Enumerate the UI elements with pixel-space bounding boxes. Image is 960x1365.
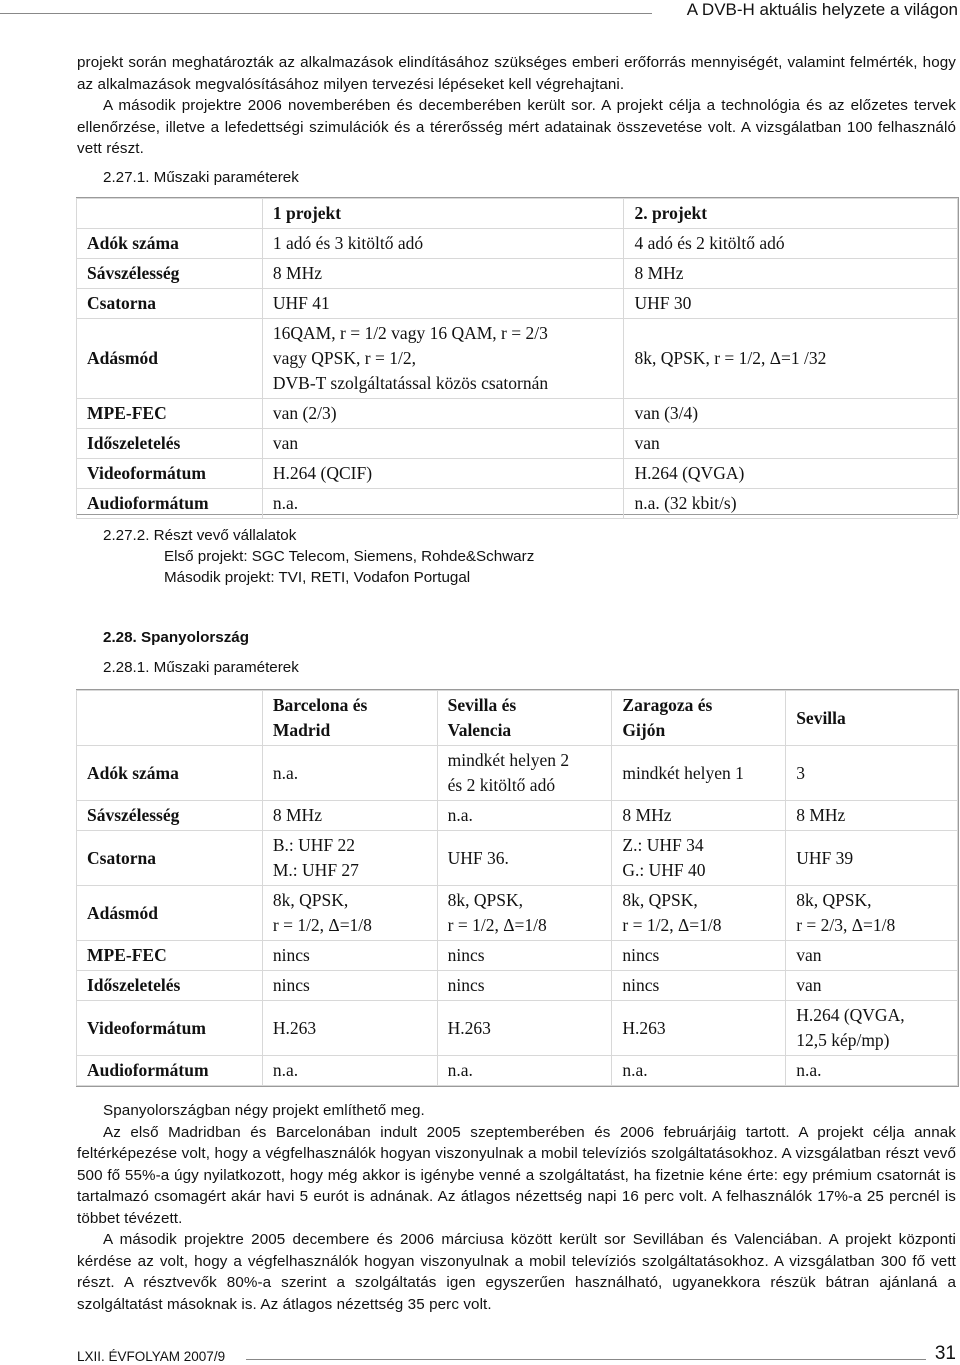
- cell-line: n.a.: [272, 1060, 299, 1080]
- cell-line: Sevilla és: [447, 695, 517, 715]
- participants-line: Második projekt: TVI, RETI, Vodafon Portugal: [164, 569, 471, 586]
- row-label: Csatorna: [77, 289, 263, 319]
- row-label: MPE-FEC: [77, 399, 263, 429]
- table-row: [77, 489, 958, 519]
- table-cell: H.264 (QVGA): [624, 459, 958, 489]
- row-label: Sávszélesség: [77, 801, 263, 831]
- table-row: [77, 1001, 958, 1056]
- cell-line: H.263: [447, 1017, 491, 1038]
- intro-text: [77, 52, 956, 160]
- table-row: [77, 886, 958, 941]
- table-cell: [437, 831, 612, 886]
- row-label: Csatorna: [77, 831, 263, 886]
- cell-line: n.a.: [796, 1060, 822, 1080]
- cell-line: Zaragoza és: [622, 695, 713, 715]
- paragraph: projekt során meghatározták az alkalmazások elindításához szükséges emberi erőforrás mennyiségét, valamint felmérték, hogy az alkalmazások megvalósításához milyen tervezési lépéseket kell végrehajtani.: [77, 54, 956, 93]
- table-cell: [262, 1056, 437, 1086]
- row-label: Adók száma: [77, 229, 263, 259]
- row-label: Videoformátum: [77, 1001, 263, 1056]
- table-row: [77, 289, 958, 319]
- cell-line: 8k, QPSK,: [796, 890, 872, 910]
- cell-line: Sevilla: [796, 707, 846, 728]
- footer-rule: [246, 1359, 926, 1360]
- table-row: [77, 831, 958, 886]
- table-cell: [786, 1056, 958, 1086]
- table-cell: [612, 886, 786, 941]
- paragraph: Az első Madridban és Barcelonában indult 2005 szeptemberében és 2006 februárjáig tartott. A projekt célja annak feltérképezése volt, hogy a végfelhasználók hogyan viszonyulnak a mobil televíziós szolgáltatásokhoz. A vizsgálatban részt vevő 500 fő 55%-a úgy nyilatkozott, hogy még akkor is igénybe venné a szolgáltatást, ha fizetnie kéne érte: egy prémium csatornát is tartalmazó csomagért akár havi 5 eurót is adnának. Az átlagos nézettség napi 16 perc volt. A felhasználók 17%-a 25 percnél is többet tévézett.: [77, 1123, 956, 1227]
- table-cell: [437, 886, 612, 941]
- table-cell: [437, 1056, 612, 1086]
- table-cell: n.a. (32 kbit/s): [624, 489, 958, 519]
- table-header-cell: [77, 199, 263, 229]
- cell-line: mindkét helyen 1: [622, 762, 744, 783]
- cell-line: UHF 39: [796, 847, 854, 868]
- paragraph: A második projektre 2006 novemberében és decemberében került sor. A projekt célja a technológia és az előzetes tervek ellenőrzése, illetve a lefedettségi szimulációk és a térerősség mért adatainak összevetése volt. A vizsgálatban 100 felhasználó vett részt.: [77, 97, 956, 157]
- cell-line: nincs: [447, 945, 485, 965]
- row-label: Videoformátum: [77, 459, 263, 489]
- cell-line: M.: UHF 27: [272, 860, 359, 880]
- table-header-cell: [437, 691, 612, 746]
- cell-line: 8 MHz: [796, 805, 846, 825]
- cell-line: H.263: [272, 1017, 317, 1038]
- row-label: Adók száma: [77, 746, 263, 801]
- table-row: [77, 319, 958, 399]
- table-cell: [786, 831, 958, 886]
- row-label: Adásmód: [77, 886, 263, 941]
- cell-line: van: [796, 945, 822, 965]
- cell-line: van: [796, 975, 822, 995]
- section-heading: 2.28.1. Műszaki paraméterek: [103, 659, 299, 676]
- cell-line: DVB-T szolgáltatással közös csatornán: [272, 373, 549, 393]
- cell-line: B.: UHF 22: [272, 835, 356, 855]
- cell-line: G.: UHF 40: [622, 860, 706, 880]
- closing-text: [77, 1100, 956, 1315]
- cell-line: Barcelona és: [272, 695, 368, 715]
- footer-volume: LXII. ÉVFOLYAM 2007/9: [77, 1349, 226, 1364]
- cell-line: n.a.: [447, 1060, 473, 1080]
- paragraph: Spanyolországban négy projekt említhető meg.: [103, 1102, 425, 1119]
- table-cell: [612, 1001, 786, 1056]
- table-cell: [612, 941, 786, 971]
- cell-line: 8 MHz: [622, 805, 672, 825]
- table-row: [77, 399, 958, 429]
- row-label: Audioformátum: [77, 1056, 263, 1086]
- cell-line: és 2 kitöltő adó: [447, 775, 556, 795]
- cell-line: vagy QPSK, r = 1/2,: [272, 348, 416, 368]
- table-cell: [786, 941, 958, 971]
- cell-line: Madrid: [272, 720, 331, 740]
- table-cell: [437, 746, 612, 801]
- table-cell: van (3/4): [624, 399, 958, 429]
- table-cell: [437, 941, 612, 971]
- cell-line: 12,5 kép/mp): [796, 1030, 890, 1050]
- table-header-cell: 1 projekt: [262, 199, 624, 229]
- cell-line: nincs: [622, 945, 660, 965]
- cell-line: nincs: [272, 975, 310, 995]
- table-row: [77, 746, 958, 801]
- table-cell: [786, 746, 958, 801]
- cell-line: Gijón: [622, 720, 666, 740]
- table-cell: 8 MHz: [262, 259, 624, 289]
- table-header-row: [77, 691, 958, 746]
- table-row: [77, 459, 958, 489]
- cell-line: r = 2/3, Δ=1/8: [796, 915, 896, 935]
- section-heading: 2.27.2. Részt vevő vállalatok: [103, 527, 297, 544]
- table-header-cell: [786, 691, 958, 746]
- section-heading: 2.27.1. Műszaki paraméterek: [103, 169, 299, 186]
- table-cell: [612, 1056, 786, 1086]
- table-cell: 1 adó és 3 kitöltő adó: [262, 229, 624, 259]
- cell-line: 8k, QPSK,: [272, 890, 349, 910]
- table-row: [77, 801, 958, 831]
- row-label: Sávszélesség: [77, 259, 263, 289]
- table-cell: UHF 30: [624, 289, 958, 319]
- cell-line: 3: [796, 762, 805, 783]
- table-header-cell: [77, 691, 263, 746]
- table-row: [77, 259, 958, 289]
- table-cell: H.264 (QCIF): [262, 459, 624, 489]
- table-cell: [612, 746, 786, 801]
- table-cell: [612, 831, 786, 886]
- table-cell: [262, 886, 437, 941]
- cell-line: nincs: [447, 975, 485, 995]
- cell-line: n.a.: [622, 1060, 648, 1080]
- table-cell: 8 MHz: [624, 259, 958, 289]
- table-header-cell: [612, 691, 786, 746]
- cell-line: nincs: [622, 975, 660, 995]
- cell-line: Z.: UHF 34: [622, 835, 704, 855]
- table-cell: [786, 886, 958, 941]
- table-row: [77, 429, 958, 459]
- table-cell: [262, 746, 437, 801]
- table-technical-params-spain: [76, 690, 958, 1086]
- participants-line: Első projekt: SGC Telecom, Siemens, Rohde&Schwarz: [164, 548, 535, 565]
- paragraph: A második projektre 2005 decembere és 2006 márciusa között került sor Sevillában és Valenciában. A projekt központi kérdése az volt, hogy a végfelhasználók hogyan viszonyulnak a mobil televíziós szolgáltatásokhoz. A vizsgálatban 300 fő vett részt. A résztvevők 80%-a szerint a szolgáltatás igen egyszerűen használható, ugyanekkora részük bátran ajánlaná a szolgáltatást másoknak is. Az átlagos nézettség 35 perc volt.: [77, 1231, 956, 1313]
- header-rule: [0, 13, 652, 14]
- cell-line: 8k, QPSK,: [622, 890, 698, 910]
- row-label: Időszeletelés: [77, 971, 263, 1001]
- cell-line: r = 1/2, Δ=1/8: [272, 915, 372, 935]
- table-row: [77, 1056, 958, 1086]
- table-header-cell: [262, 691, 437, 746]
- cell-line: H.263: [622, 1017, 666, 1038]
- table-cell: [262, 971, 437, 1001]
- table-header-row: [77, 199, 958, 229]
- table-cell: 8k, QPSK, r = 1/2, Δ=1 /32: [624, 319, 958, 399]
- table-cell: [612, 971, 786, 1001]
- table-cell: van: [624, 429, 958, 459]
- table-cell: [262, 1001, 437, 1056]
- table-cell: [437, 971, 612, 1001]
- row-label: Audioformátum: [77, 489, 263, 519]
- table-cell: van: [262, 429, 624, 459]
- cell-line: Valencia: [447, 720, 512, 740]
- cell-line: nincs: [272, 945, 310, 965]
- cell-line: 16QAM, r = 1/2 vagy 16 QAM, r = 2/3: [272, 323, 548, 343]
- table-cell: 4 adó és 2 kitöltő adó: [624, 229, 958, 259]
- table-cell: [262, 319, 624, 399]
- table-cell: [786, 801, 958, 831]
- cell-line: H.264 (QVGA,: [796, 1005, 905, 1025]
- table-row: [77, 229, 958, 259]
- cell-line: r = 1/2, Δ=1/8: [447, 915, 547, 935]
- cell-line: UHF 36.: [447, 847, 509, 868]
- cell-line: 8k, QPSK,: [447, 890, 524, 910]
- table-cell: [437, 1001, 612, 1056]
- table-cell: [612, 801, 786, 831]
- page-number: 31: [934, 1343, 956, 1364]
- table-cell: UHF 41: [262, 289, 624, 319]
- row-label: Adásmód: [77, 319, 263, 399]
- cell-line: n.a.: [272, 762, 299, 783]
- table-cell: [437, 801, 612, 831]
- cell-line: n.a.: [447, 805, 473, 825]
- table-technical-params-portugal: [76, 198, 958, 519]
- table-cell: [262, 801, 437, 831]
- table-row: [77, 941, 958, 971]
- section-participants: [103, 525, 534, 588]
- section-heading-spain: 2.28. Spanyolország: [103, 629, 250, 646]
- table-header-cell: 2. projekt: [624, 199, 958, 229]
- cell-line: r = 1/2, Δ=1/8: [622, 915, 722, 935]
- cell-line: mindkét helyen 2: [447, 750, 570, 770]
- running-header: A DVB-H aktuális helyzete a világon: [686, 0, 958, 19]
- table-cell: [262, 941, 437, 971]
- table-cell: [786, 971, 958, 1001]
- table-cell: n.a.: [262, 489, 624, 519]
- table-cell: [262, 831, 437, 886]
- cell-line: 8 MHz: [272, 805, 322, 825]
- row-label: Időszeletelés: [77, 429, 263, 459]
- table-cell: [786, 1001, 958, 1056]
- row-label: MPE-FEC: [77, 941, 263, 971]
- table-row: [77, 971, 958, 1001]
- table-cell: van (2/3): [262, 399, 624, 429]
